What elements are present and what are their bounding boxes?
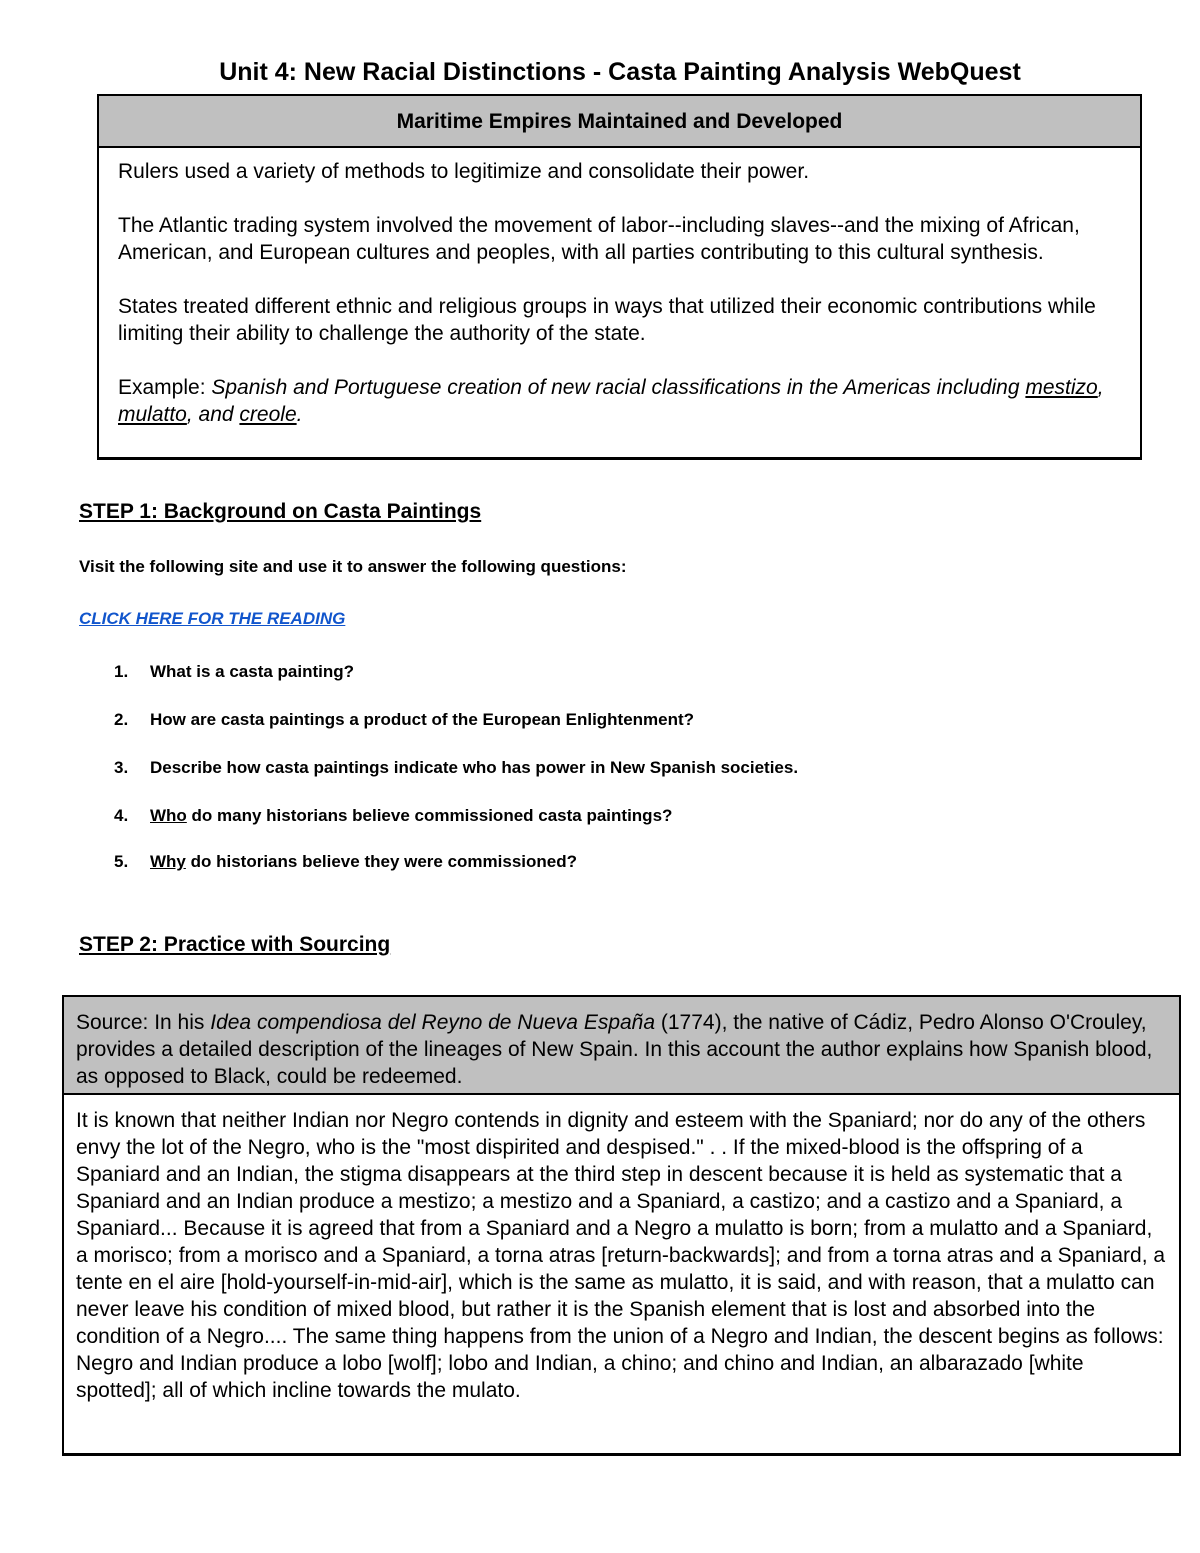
objective-paragraph-1: Rulers used a variety of methods to legitimize and consolidate their power.	[118, 160, 810, 183]
source-quote: It is known that neither Indian nor Negro contends in dignity and esteem with the Spaniard; nor do any of the others envy the lot of the Negro, who is the "most dispirited and despised." . . If the mixed-blood is the offspring of a Spaniard and an Indian, the stigma disappears at the third step in descent because it is held as systematic that a Spaniard and an Indian produce a mestizo; a mestizo and a Spaniard, a castizo; and a castizo and a Spaniard, a Spaniard... Because it is agreed that from a Spaniard and a Negro a mulatto is born; from a mulatto and a Spaniard, a morisco; from a morisco and a Spaniard, a torna atras [return-backwards]; and from a torna atras and a Spaniard, a tente en el aire [hold-yourself-in-mid-air], which is the same as mulatto, it is said, and with reason, that a mulatto can never leave his condition of mixed blood, but rather it is the Spanish element that is lost and absorbed into the condition of a Negro.... The same thing happens from the union of a Negro and Indian, the descent begins as follows: Negro and Indian produce a lobo [wolf]; lobo and Indian, a chino; and chino and Indian, an albarazado [white spotted]; all of which incline towards the mulato.	[76, 1109, 1166, 1402]
question-5: 5. Why do historians believe they were commissioned?	[114, 852, 578, 871]
source-title: Idea compendiosa del Reyno de Nueva España	[210, 1011, 656, 1034]
example-text: Spanish and Portuguese creation of new racial classifications in the Americas including mestizo, mulatto, and creole.	[118, 376, 1104, 426]
question-4: 4. Who do many historians believe commissioned casta paintings?	[114, 806, 673, 825]
step1-heading: STEP 1: Background on Casta Paintings	[79, 500, 482, 523]
page-title: Unit 4: New Racial Distinctions - Casta Painting Analysis WebQuest	[219, 58, 1021, 86]
objective-paragraph-2: The Atlantic trading system involved the movement of labor--including slaves--and the mixing of African, American, and European cultures and peoples, with all parties contributing to this cultural synthesis.	[118, 214, 1080, 264]
term-mulatto: mulatto	[118, 403, 187, 426]
question-1: 1. What is a casta painting?	[114, 662, 355, 681]
objective-paragraph-3: States treated different ethnic and religious groups in ways that utilized their economic contributions while limiting their ability to challenge the authority of the state.	[118, 295, 1096, 345]
learning-objectives-box	[97, 94, 1142, 460]
term-creole: creole	[239, 403, 297, 426]
objectives-heading: Maritime Empires Maintained and Developed	[99, 96, 1140, 148]
objectives-body	[99, 148, 1140, 428]
example-paragraph	[118, 374, 1120, 428]
term-mestizo: mestizo	[1025, 376, 1098, 399]
source-box	[62, 995, 1181, 1456]
example-label: Example:	[118, 376, 212, 399]
step2-heading: STEP 2: Practice with Sourcing	[79, 933, 391, 956]
reading-link[interactable]: CLICK HERE FOR THE READING	[79, 609, 346, 628]
step1-instruction: Visit the following site and use it to answer the following questions:	[79, 557, 627, 576]
source-citation: Source: In his Idea compendiosa del Reyno de Nueva España (1774), the native of Cádiz, Pedro Alonso O'Crouley, provides a detailed description of the lineages of New Spain. In this account the author explains how Spanish blood, as opposed to Black, could be redeemed.	[64, 997, 1179, 1095]
question-3: 3. Describe how casta paintings indicate who has power in New Spanish societies.	[114, 758, 799, 777]
question-2: 2. How are casta paintings a product of the European Enlightenment?	[114, 710, 695, 729]
